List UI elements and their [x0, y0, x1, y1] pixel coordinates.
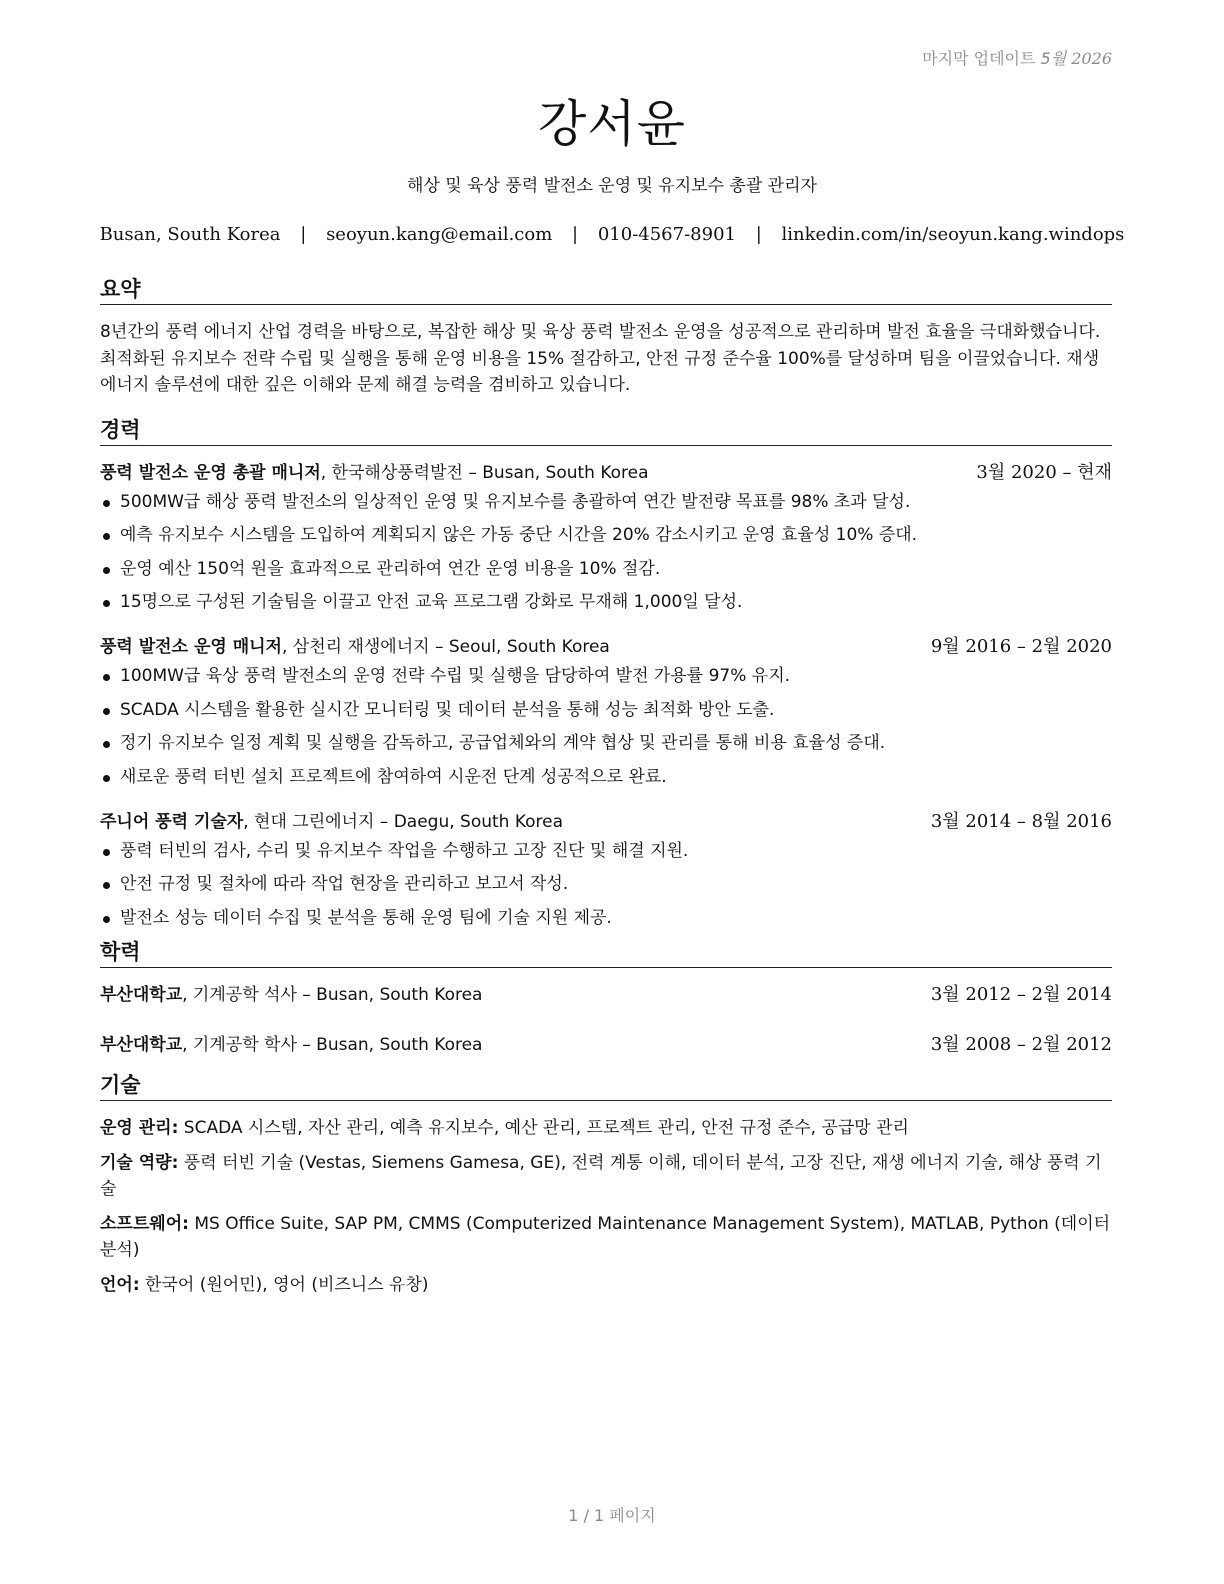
job-title: 풍력 발전소 운영 매니저: [100, 637, 282, 657]
education-date: 3월 2012 – 2월 2014: [930, 984, 1112, 1005]
job-date: 3월 2020 – 현재: [976, 461, 1112, 483]
job-entry: [100, 460, 1112, 615]
job-bullet: 안전 규정 및 절차에 따라 작업 현장을 관리하고 보고서 작성.: [100, 872, 1112, 896]
education-entry: [100, 982, 1112, 1008]
contact-email[interactable]: seoyun.kang@email.com: [326, 224, 553, 245]
job-entry: [100, 809, 1112, 930]
education-entry: [100, 1032, 1112, 1058]
resume-headline: 해상 및 육상 풍력 발전소 운영 및 유지보수 총괄 관리자: [407, 176, 817, 196]
contact-separator: |: [572, 224, 579, 245]
section-title-skills: 기술: [100, 1072, 1112, 1101]
job-bullet: 예측 유지보수 시스템을 도입하여 계획되지 않은 가동 중단 시간을 20% 감소시키고 운영 효율성 10% 증대.: [100, 523, 1112, 547]
contact-separator: |: [755, 224, 762, 245]
job-org: , 삼천리 재생에너지 – Seoul, South Korea: [281, 637, 610, 657]
education-school: 부산대학교: [100, 1035, 183, 1055]
job-title: 풍력 발전소 운영 총괄 매니저: [100, 462, 321, 483]
job-org: , 한국해상풍력발전 – Busan, South Korea: [320, 462, 649, 483]
section-title-experience: 경력: [100, 417, 1112, 446]
skill-label: 운영 관리:: [100, 1118, 179, 1138]
section-title-summary: 요약: [100, 276, 1112, 305]
job-bullet: 새로운 풍력 터빈 설치 프로젝트에 참여하여 시운전 단계 성공적으로 완료.: [100, 765, 1112, 789]
job-bullet: 정기 유지보수 일정 계획 및 실행을 감독하고, 공급업체와의 계약 협상 및 관리를 통해 비용 효율성 증대.: [100, 731, 1112, 755]
skill-row: [100, 1150, 1112, 1202]
education-detail: , 기계공학 학사 – Busan, South Korea: [182, 1035, 483, 1055]
last-updated-month: 5월: [1040, 49, 1067, 68]
contact-phone: 010-4567-8901: [597, 224, 736, 245]
job-org: , 현대 그린에너지 – Daegu, South Korea: [243, 811, 564, 832]
education-detail: , 기계공학 석사 – Busan, South Korea: [182, 985, 483, 1005]
job-bullets: [100, 664, 1112, 789]
education-date: 3월 2008 – 2월 2012: [930, 1034, 1112, 1055]
job-bullet: SCADA 시스템을 활용한 실시간 모니터링 및 데이터 분석을 통해 성능 최적화 방안 도출.: [100, 698, 1112, 722]
skill-text: MS Office Suite, SAP PM, CMMS (Computerized Maintenance Management System), MATLAB, Python (데이터 분석): [100, 1214, 1111, 1260]
skill-text: SCADA 시스템, 자산 관리, 예측 유지보수, 예산 관리, 프로젝트 관리, 안전 규정 준수, 공급망 관리: [178, 1118, 909, 1138]
section-title-education: 학력: [100, 939, 1112, 968]
job-bullet: 풍력 터빈의 검사, 수리 및 유지보수 작업을 수행하고 고장 진단 및 해결 지원.: [100, 839, 1112, 863]
job-title: 주니어 풍력 기술자: [100, 811, 244, 832]
resume-body: [100, 276, 1112, 1307]
skill-row: [100, 1115, 1112, 1141]
job-header: [100, 634, 1112, 660]
job-header: [100, 460, 1112, 486]
education-school: 부산대학교: [100, 985, 183, 1005]
last-updated: [922, 46, 1112, 69]
job-date: 3월 2014 – 8월 2016: [930, 810, 1112, 832]
last-updated-year: 2026: [1071, 49, 1112, 68]
job-date: 9월 2016 – 2월 2020: [930, 636, 1112, 657]
skill-text: 한국어 (원어민), 영어 (비즈니스 유창): [139, 1275, 429, 1295]
job-bullet: 100MW급 육상 풍력 발전소의 운영 전략 수립 및 실행을 담당하여 발전 가용률 97% 유지.: [100, 664, 1112, 688]
job-bullet: 500MW급 해상 풍력 발전소의 일상적인 운영 및 유지보수를 총괄하여 연간 발전량 목표를 98% 초과 달성.: [100, 490, 1112, 514]
skills-list: [100, 1115, 1112, 1298]
summary-text: 8년간의 풍력 에너지 산업 경력을 바탕으로, 복잡한 해상 및 육상 풍력 발전소 운영을 성공적으로 관리하며 발전 효율을 극대화했습니다. 최적화된 유지보수 전략 수립 및 실행을 통해 운영 비용을 15% 절감하고, 안전 규정 준수율 100%를 달성하며 팀을 이끌었습니다. 재생 에너지 솔루션에 대한 깊은 이해와 문제 해결 능력을 겸비하고 있습니다.: [100, 322, 1101, 395]
contact-location: Busan, South Korea: [99, 224, 281, 245]
skill-row: [100, 1211, 1112, 1263]
job-bullets: [100, 839, 1112, 930]
job-bullet: 발전소 성능 데이터 수집 및 분석을 통해 운영 팀에 기술 지원 제공.: [100, 906, 1112, 930]
page-footer: 1 / 1 페이지: [568, 1506, 656, 1525]
skill-label: 언어:: [100, 1275, 140, 1295]
contact-line: [0, 224, 1224, 245]
skill-row: [100, 1272, 1112, 1298]
job-entry: [100, 634, 1112, 789]
skill-text: 풍력 터빈 기술 (Vestas, Siemens Gamesa, GE), 전력 계통 이해, 데이터 분석, 고장 진단, 재생 에너지 기술, 해상 풍력 기술: [100, 1153, 1102, 1199]
job-bullet: 운영 예산 150억 원을 효과적으로 관리하여 연간 운영 비용을 10% 절감.: [100, 557, 1112, 581]
skill-label: 소프트웨어:: [100, 1214, 189, 1234]
resume-name: 강서윤: [538, 95, 686, 153]
job-bullet: 15명으로 구성된 기술팀을 이끌고 안전 교육 프로그램 강화로 무재해 1,000일 달성.: [100, 590, 1112, 614]
last-updated-label: 마지막 업데이트: [922, 49, 1036, 68]
job-header: [100, 809, 1112, 835]
contact-linkedin[interactable]: linkedin.com/in/seoyun.kang.windops: [781, 224, 1125, 245]
contact-separator: |: [300, 224, 307, 245]
skill-label: 기술 역량:: [100, 1153, 179, 1173]
job-bullets: [100, 490, 1112, 615]
